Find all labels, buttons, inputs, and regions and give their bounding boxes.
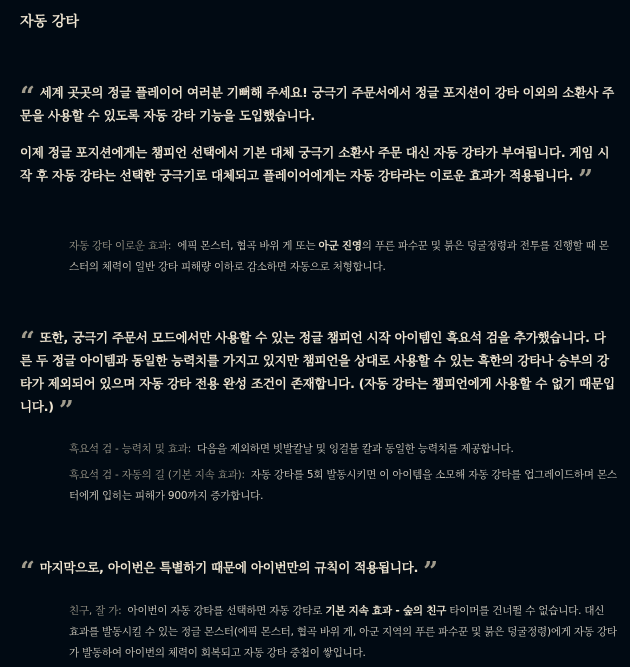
ivern-text: 마지막으로, 아이번은 특별하기 때문에 아이번만의 규칙이 적용됩니다.	[39, 560, 419, 575]
quote-block-obsidian	[20, 326, 616, 426]
note-text: 타이머를 건너뛸 수 없습니다. 대신 효과를 발동시킬 수 있는 정글 몬스터(에픽 몬스터, 협곡 바위 게, 아군 지역의 푸른 파수꾼 및 붉은 덩굴정령)에게 자동 강타가 발동하여 아이번의 체력이 회복되고 자동 강타 중첩이 쌓입니다.	[69, 605, 617, 659]
intro-text-2: 이제 정글 포지션에게는 챔피언 선택에서 기본 대체 궁극기 소환사 주문 대신 자동 강타가 부여됩니다. 게임 시작 후 자동 강타는 선택한 궁극기로 대체되고 플레이어에게는 자동 강타라는 이로운 효과가 적용됩니다.	[20, 145, 610, 183]
note-label: 흑요석 검 - 자동의 길 (기본 지속 효과):	[69, 469, 245, 481]
note-label: 친구, 잘 가:	[69, 605, 122, 617]
note-text: 다음을 제외하면 빗발칼날 및 잉걸불 칼과 동일한 능력치를 제공합니다.	[197, 443, 514, 455]
open-quote-icon: “	[20, 82, 35, 112]
page-title: 자동 강타	[20, 14, 79, 30]
close-quote-icon: ”	[58, 396, 74, 426]
note-obsidian-stats	[69, 439, 617, 460]
note-obsidian-passive	[69, 465, 617, 507]
close-quote-icon: ”	[578, 165, 593, 195]
note-bold-text: 아군 진영	[318, 240, 362, 252]
note-auto-smite-buff	[69, 236, 617, 278]
intro-paragraph-1	[20, 81, 616, 127]
ivern-paragraph	[20, 556, 616, 587]
intro-paragraph-2	[20, 141, 616, 195]
obsidian-text: 또한, 궁극기 주문서 모드에서만 사용할 수 있는 정글 챔피언 시작 아이템인 흑요석 검을 추가했습니다. 다른 두 정글 아이템과 동일한 능력치를 가지고 있지만 챔피언을 상대로 사용할 수 있는 흑한의 강타나 승부의 강타가 제외되어 있으며 자동 강타 전용 완성 조건이 존재합니다. (자동 강타는 챔피언에게 사용할 수 없기 때문입니다.)	[20, 330, 615, 414]
note-text: 에픽 몬스터, 협곡 바위 게 또는	[177, 240, 319, 252]
close-quote-icon: ”	[423, 557, 438, 587]
open-quote-icon: “	[20, 327, 35, 357]
quote-block-ivern	[20, 556, 616, 587]
note-text: 의 푸른 파수꾼 및 붉은 덩굴정령과 전투를 진행할 때 몬스터의 체력이 일반 강타 피해량 이하로 감소하면 자동으로 처형합니다.	[69, 240, 609, 273]
note-ivern-friend	[69, 601, 617, 664]
obsidian-paragraph	[20, 326, 616, 426]
intro-text-1: 세계 곳곳의 정글 플레이어 여러분 기뻐해 주세요! 궁극기 주문서에서 정글 포지션이 강타 이외의 소환사 주문을 사용할 수 있도록 자동 강타 기능을 도입했습니다.	[20, 85, 615, 123]
quote-block-intro	[20, 81, 616, 195]
note-label: 흑요석 검 - 능력치 및 효과:	[69, 443, 192, 455]
note-label: 자동 강타 이로운 효과:	[69, 240, 172, 252]
note-text: 아이번이 자동 강타를 선택하면 자동 강타로	[127, 605, 326, 617]
note-bold-text: 기본 지속 효과 - 숲의 친구	[325, 605, 447, 617]
note-text: 자동 강타를 5회 발동시키면 이 아이템을 소모해 자동 강타를 업그레이드하며 몬스터에게 입히는 피해가 900까지 증가합니다.	[69, 469, 617, 502]
open-quote-icon: “	[20, 557, 35, 587]
